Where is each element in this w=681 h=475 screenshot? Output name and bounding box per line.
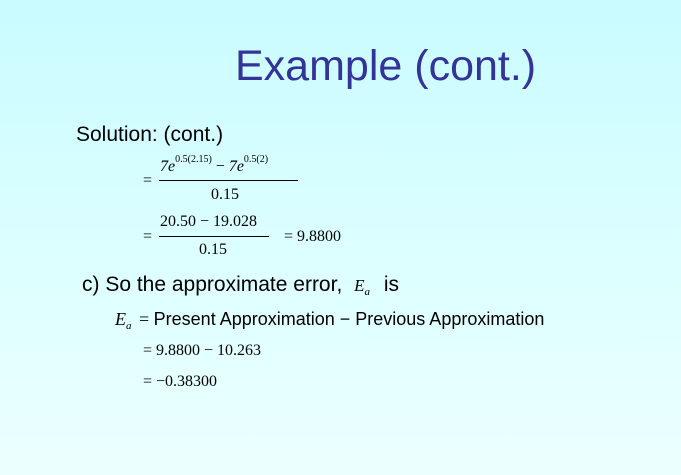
part-c-symbol-sub: a bbox=[364, 286, 371, 298]
eq1-equals: = bbox=[143, 172, 153, 189]
part-c-suffix: is bbox=[383, 273, 400, 296]
eq2-denominator: 0.15 bbox=[199, 241, 227, 258]
eq2-result: = 9.8800 bbox=[284, 228, 342, 245]
solution-heading: Solution: (cont.) bbox=[76, 123, 224, 146]
eq1-denominator: 0.15 bbox=[211, 186, 239, 203]
line1-equals: = bbox=[139, 309, 150, 329]
eq2-equals: = bbox=[143, 228, 153, 245]
slide-title: Example (cont.) bbox=[235, 42, 537, 90]
part-c-symbol-main: E bbox=[354, 276, 365, 295]
error-result-line: = −0.38300 bbox=[143, 373, 218, 390]
eq1-coef2: 7 bbox=[228, 158, 237, 175]
eq1-minus: − bbox=[215, 158, 225, 175]
error-definition-line bbox=[115, 309, 544, 330]
eq1-base2: e bbox=[236, 158, 244, 175]
ea-sub: a bbox=[126, 320, 132, 332]
eq2-numerator: 20.50 − 19.028 bbox=[160, 213, 258, 230]
error-substitution-line: = 9.8800 − 10.263 bbox=[143, 342, 262, 359]
eq1-base1: e bbox=[168, 158, 176, 175]
line1-text: Present Approximation − Previous Approximation bbox=[153, 309, 545, 329]
eq2-fraction-bar bbox=[159, 236, 269, 237]
ea-main: E bbox=[115, 309, 126, 329]
part-c-symbol bbox=[354, 276, 371, 298]
eq1-numerator bbox=[160, 154, 269, 176]
eq1-coef1: 7 bbox=[160, 158, 168, 175]
eq1-exp1: 0.5(2.15) bbox=[175, 154, 212, 165]
part-c-heading bbox=[82, 273, 399, 297]
eq1-fraction-bar bbox=[159, 180, 298, 181]
eq1-exp2: 0.5(2) bbox=[243, 154, 269, 165]
part-c-prefix: c) So the approximate error, bbox=[82, 273, 343, 296]
